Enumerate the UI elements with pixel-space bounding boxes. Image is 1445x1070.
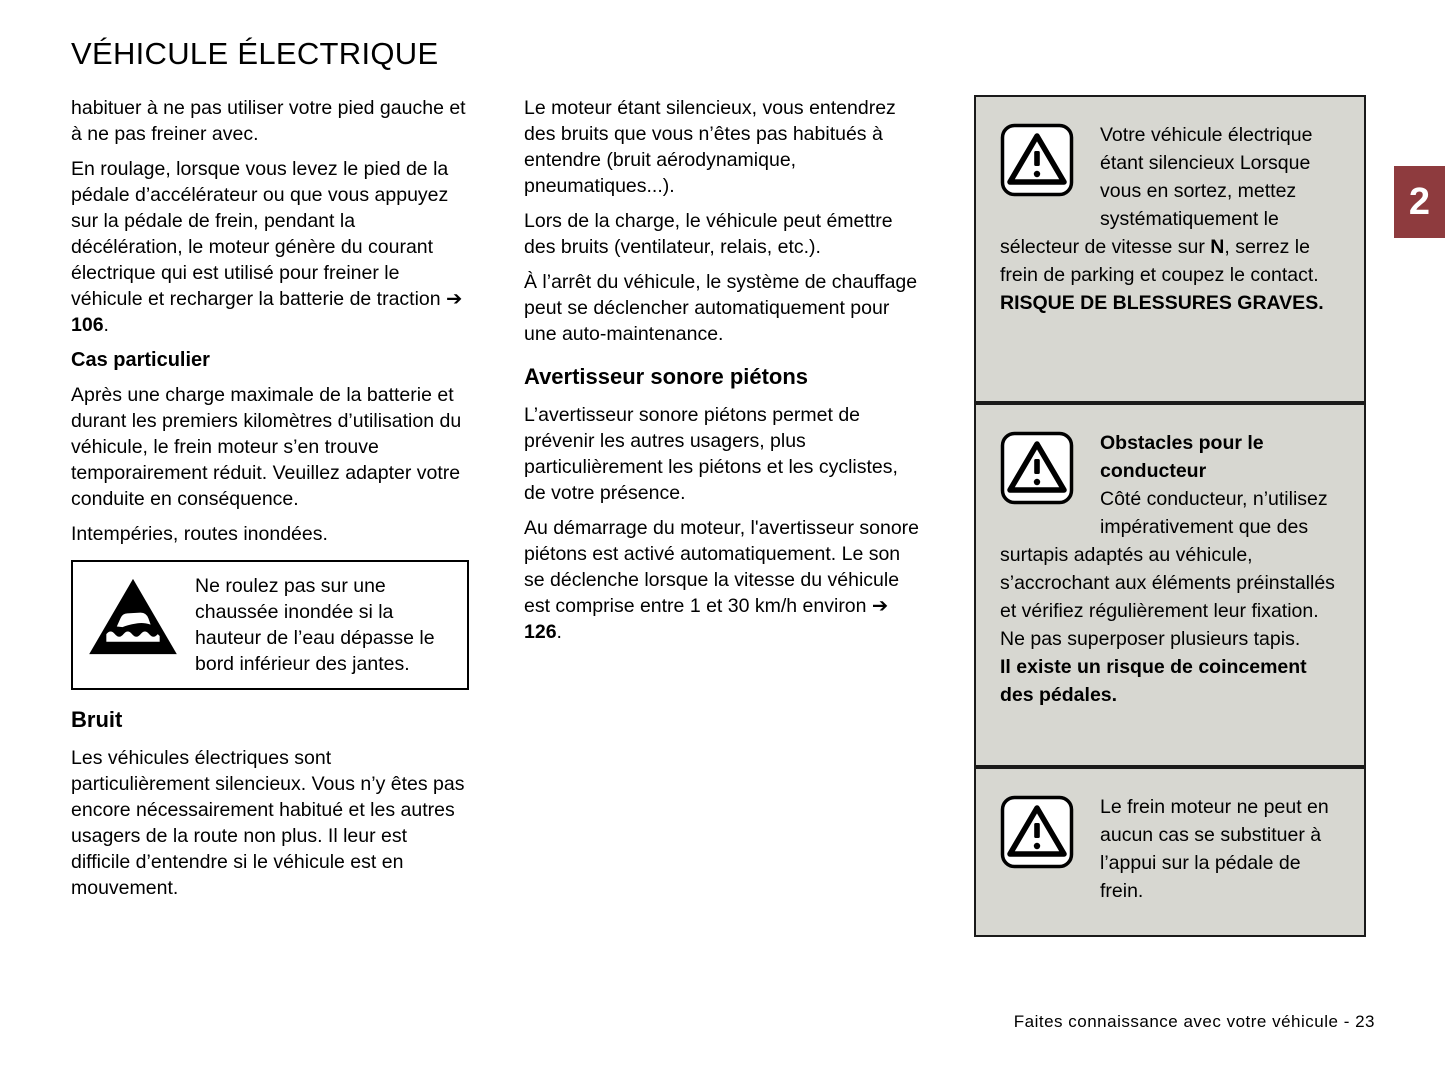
warning-box-title: Obstacles pour le conducteur bbox=[1100, 432, 1264, 482]
paragraph-text: En roulage, lorsque vous levez le pied de la pédale d’accélérateur ou que vous appuyez sur la pédale de frein, pendant la décélération, le moteur génère du courant électrique qui est utilisé pour freiner le véhicule et recharger la batterie de traction bbox=[71, 158, 449, 310]
heading-bruit: Bruit bbox=[71, 707, 123, 732]
warning-triangle-icon bbox=[1000, 123, 1074, 197]
right-column bbox=[974, 95, 1366, 937]
paragraph-avertisseur-2 bbox=[524, 515, 924, 645]
warning-triangle-icon bbox=[1000, 795, 1074, 869]
paragraph-intro: habituer à ne pas utiliser votre pied gauche et à ne pas freiner avec. bbox=[71, 97, 466, 145]
cross-reference-106: ➔ 106 bbox=[71, 288, 463, 336]
warning-risk-text: RISQUE DE BLESSURES GRAVES. bbox=[1000, 292, 1324, 314]
flood-warning-box bbox=[71, 560, 469, 690]
warning-box-floor-mats bbox=[974, 403, 1366, 767]
warning-text: Côté conducteur, n’utilisez impérativement que des surtapis adaptés au véhicule, s’accrochant aux éléments préinstallés et vérifiez régulièrement leur fixation. Ne pas superposer plusieurs tapis. bbox=[1000, 488, 1335, 650]
heading-avertisseur: Avertisseur sonore piétons bbox=[524, 364, 809, 389]
warning-risk-text: Il existe un risque de coincement des pédales. bbox=[1000, 656, 1307, 706]
page-title: VÉHICULE ÉLECTRIQUE bbox=[71, 36, 439, 71]
flood-warning-text: Ne roulez pas sur une chaussée inondée si la hauteur de l’eau dépasse le bord inférieur des jantes. bbox=[195, 575, 435, 675]
paragraph-text: Au démarrage du moteur, l'avertisseur sonore piétons est activé automatiquement. Le son se déclenche lorsque la vitesse du véhicule est comprise entre 1 et 30 km/h environ bbox=[524, 517, 920, 617]
warning-text: Le frein moteur ne peut en aucun cas se substituer à l’appui sur la pédale de frein. bbox=[1100, 796, 1329, 902]
paragraph-bruit: Les véhicules électriques sont particulièrement silencieux. Vous n’y êtes pas encore nécessairement habitué et les autres usagers de la route non plus. Il leur est difficile d’entendre si le véhicule est en mouvement. bbox=[71, 747, 465, 899]
chapter-tab: 2 bbox=[1394, 166, 1445, 238]
cross-reference-126: ➔ 126 bbox=[524, 595, 889, 643]
paragraph-cas: Après une charge maximale de la batterie et durant les premiers kilomètres d’utilisation du véhicule, le frein moteur s’en trouve temporairement réduit. Veuillez adapter votre conduite en conséquence. bbox=[71, 384, 462, 510]
paragraph-charge: Lors de la charge, le véhicule peut émettre des bruits (ventilateur, relais, etc.). bbox=[524, 210, 893, 258]
paragraph-intemperies: Intempéries, routes inondées. bbox=[71, 523, 328, 545]
middle-column bbox=[524, 95, 924, 654]
subheading-cas-particulier: Cas particulier bbox=[71, 349, 210, 371]
warning-box-silent-vehicle bbox=[974, 95, 1366, 403]
flooded-road-icon bbox=[87, 577, 179, 664]
paragraph-text: . bbox=[556, 621, 562, 643]
left-column bbox=[71, 95, 469, 910]
warning-box-engine-brake bbox=[974, 767, 1366, 937]
paragraph-text: . bbox=[103, 314, 109, 336]
warning-text-part: Votre véhicule électrique étant silencieux Lorsque vous en sortez, mettez systématiquement le sélecteur de vitesse sur bbox=[1000, 124, 1313, 258]
paragraph-silencieux: Le moteur étant silencieux, vous entendrez des bruits que vous n’êtes pas habitués à entendre (bruit aérodynamique, pneumatiques...). bbox=[524, 97, 896, 197]
paragraph-arret: À l’arrêt du véhicule, le système de chauffage peut se déclencher automatiquement pour une auto-maintenance. bbox=[524, 271, 918, 345]
paragraph-regen bbox=[71, 156, 469, 338]
warning-triangle-icon bbox=[1000, 431, 1074, 505]
gear-selector-n: N bbox=[1210, 236, 1225, 258]
warning-text-part: , serrez le frein de parking et coupez le contact. bbox=[1000, 236, 1319, 286]
page-footer: Faites connaissance avec votre véhicule - 23 bbox=[1013, 1012, 1375, 1031]
paragraph-avertisseur-1: L’avertisseur sonore piétons permet de prévenir les autres usagers, plus particulièrement les piétons et les cyclistes, de votre présence. bbox=[524, 404, 898, 504]
